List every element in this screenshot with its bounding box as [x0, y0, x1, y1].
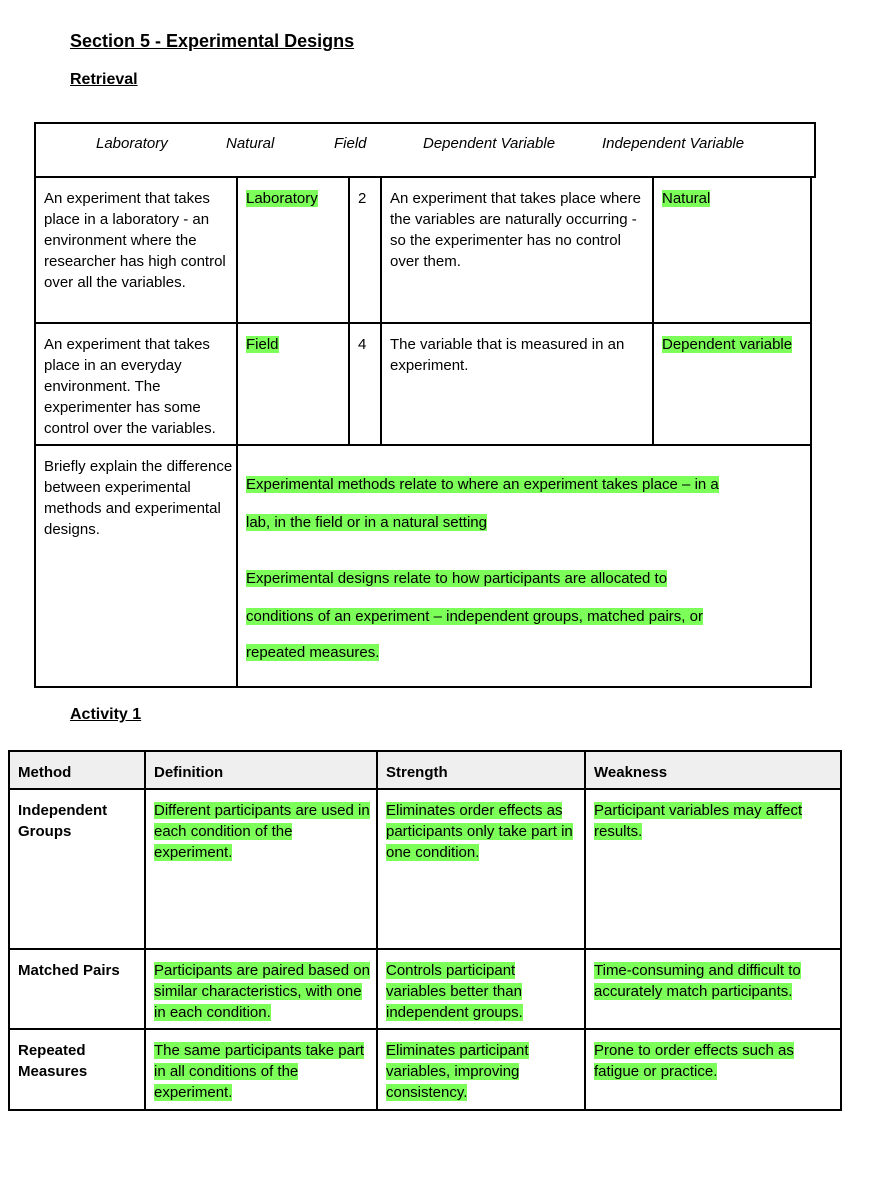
- word-bank-item: Laboratory: [96, 135, 168, 152]
- word-bank-item: Natural: [226, 135, 275, 152]
- section-title: Section 5 - Experimental Designs: [70, 31, 355, 51]
- answer-line: lab, in the field or in a natural setting: [246, 514, 487, 531]
- definition-cell: [154, 1040, 366, 1103]
- strength-cell: [386, 800, 580, 863]
- highlighted-text: Eliminates participant variables, improving consistency.: [386, 1042, 529, 1101]
- strength-cell: [386, 1040, 556, 1103]
- definition-dependent-variable: The variable that is measured in an experiment.: [390, 336, 625, 374]
- answer-field: [246, 334, 279, 355]
- definition-natural: An experiment that takes place where the variables are naturally occurring - so the experimenter has no control over them.: [390, 190, 641, 270]
- answer-dependent-variable: [662, 334, 792, 355]
- highlighted-text: Prone to order effects such as fatigue or practice.: [594, 1042, 794, 1080]
- highlighted-text: The same participants take part in all conditions of the experiment.: [154, 1042, 365, 1101]
- highlighted-text: Eliminates order effects as participants only take part in one condition.: [386, 802, 573, 861]
- retrieval-heading: Retrieval: [70, 71, 138, 88]
- strength-cell: [386, 960, 546, 1023]
- word-bank-item: Field: [334, 135, 367, 152]
- word-bank-item: Dependent Variable: [423, 135, 556, 152]
- definition-field: An experiment that takes place in an everyday environment. The experimenter has some control over the variables.: [44, 336, 216, 437]
- method-cell: Independent Groups: [18, 802, 108, 840]
- column-header-method: Method: [18, 764, 72, 781]
- weakness-cell: [594, 960, 834, 1002]
- column-header-weakness: Weakness: [594, 764, 668, 781]
- answer-laboratory: [246, 188, 318, 209]
- method-cell: Repeated Measures: [18, 1042, 88, 1080]
- highlighted-text: Participant variables may affect results.: [594, 802, 803, 840]
- answer-line: repeated measures.: [246, 644, 380, 661]
- item-number: 4: [358, 336, 367, 353]
- column-header-definition: Definition: [154, 764, 224, 781]
- answer-line: Experimental designs relate to how participants are allocated to: [246, 570, 668, 587]
- weakness-cell: [594, 800, 834, 842]
- word-bank-item: Independent Variable: [602, 135, 745, 152]
- activity-heading: Activity 1: [70, 706, 142, 723]
- answer-text: Laboratory: [246, 190, 318, 207]
- highlighted-text: Participants are paired based on similar characteristics, with one in each condition.: [154, 962, 370, 1021]
- answer-natural: [662, 188, 710, 209]
- answer-text: Natural: [662, 190, 711, 207]
- definition-cell: [154, 960, 374, 1023]
- weakness-cell: [594, 1040, 834, 1082]
- item-number: 2: [358, 190, 367, 207]
- answer-line: Experimental methods relate to where an experiment takes place – in a: [246, 476, 719, 493]
- answer-line: conditions of an experiment – independent groups, matched pairs, or: [246, 608, 703, 625]
- method-cell: Matched Pairs: [18, 962, 120, 979]
- highlighted-text: Different participants are used in each condition of the experiment.: [154, 802, 370, 861]
- definition-cell: [154, 800, 372, 863]
- highlighted-text: Time-consuming and difficult to accurately match participants.: [594, 962, 801, 1000]
- column-header-strength: Strength: [386, 764, 448, 781]
- definition-laboratory: An experiment that takes place in a laboratory - an environment where the researcher has high control over all the variables.: [44, 190, 226, 291]
- explain-question: Briefly explain the difference between experimental methods and experimental designs.: [44, 458, 233, 538]
- highlighted-text: Controls participant variables better than independent groups.: [386, 962, 523, 1021]
- answer-text: Dependent variable: [662, 336, 793, 353]
- answer-text: Field: [246, 336, 279, 353]
